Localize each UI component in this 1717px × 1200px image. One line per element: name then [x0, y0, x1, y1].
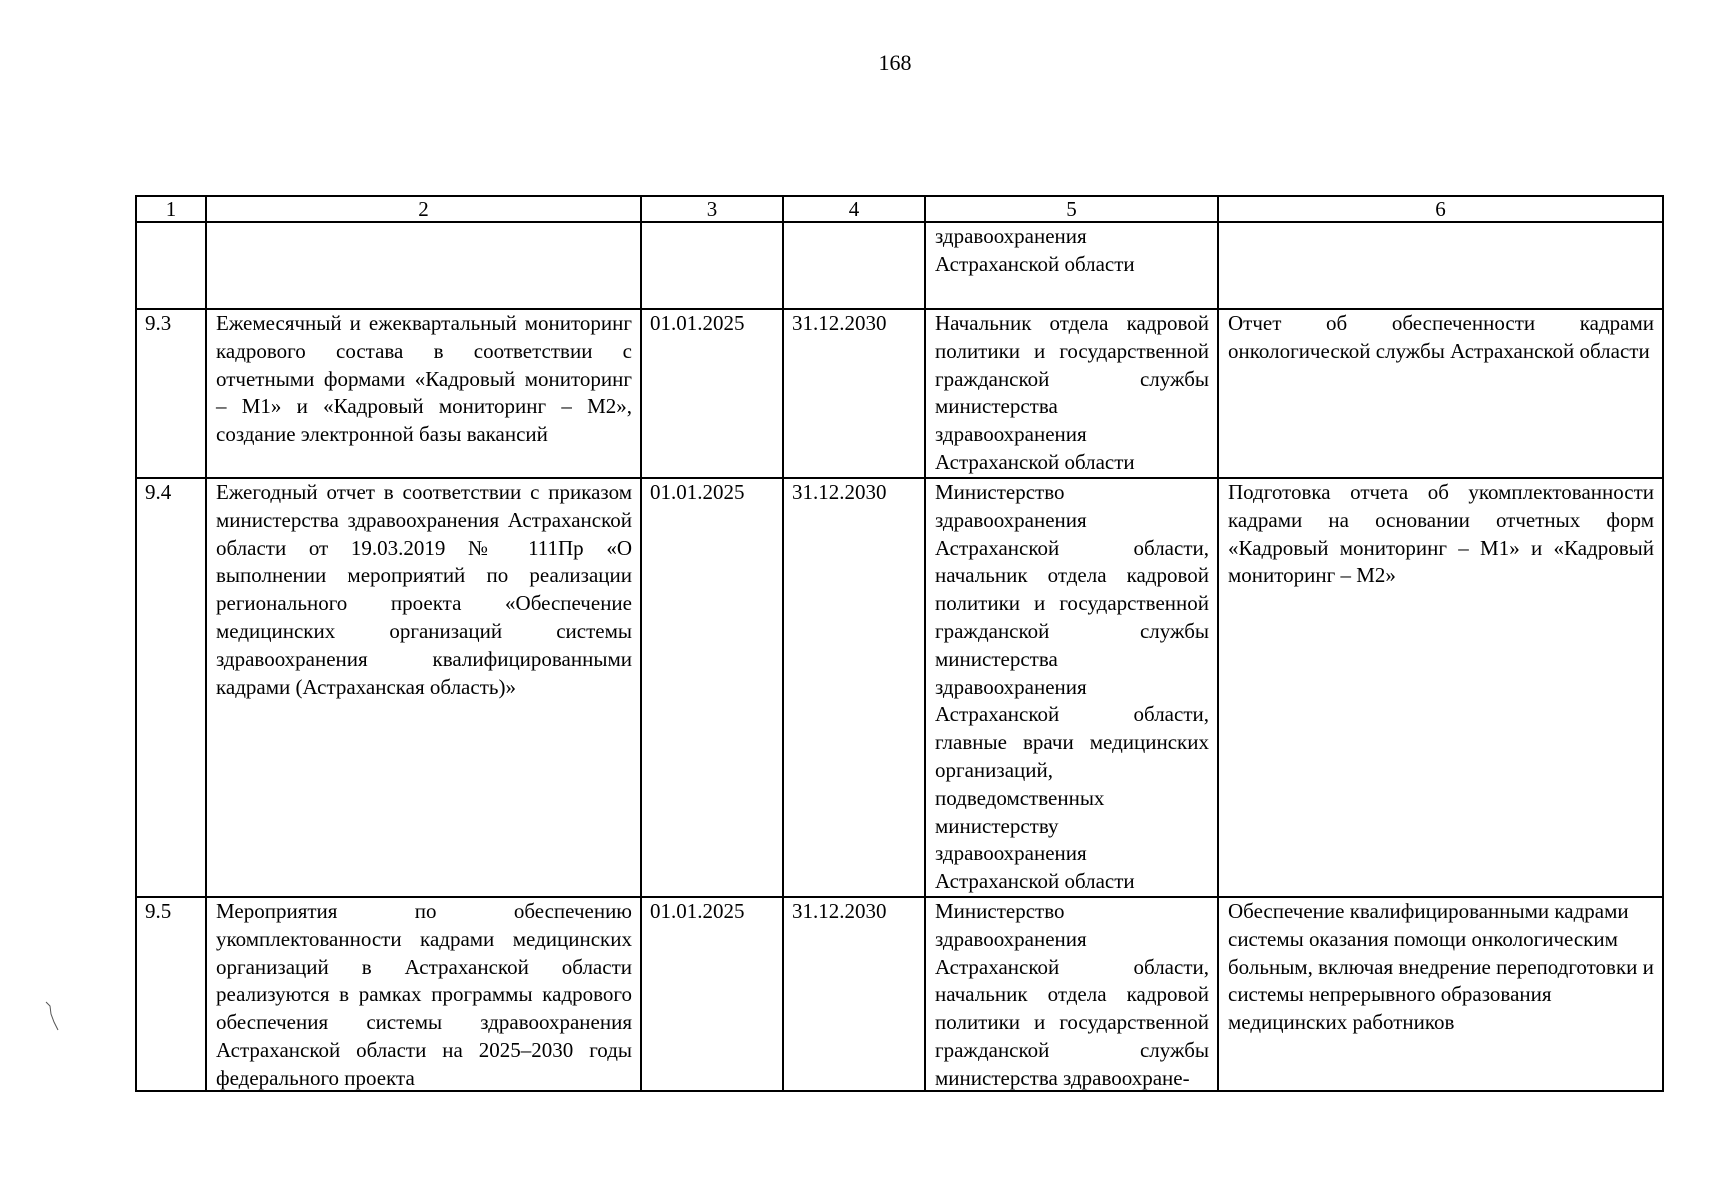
start-date-cell: 01.01.2025 [641, 478, 783, 897]
column-number-row [136, 196, 1663, 222]
end-date-cell: 31.12.2030 [783, 478, 925, 897]
start-date-cell [641, 222, 783, 309]
table-row-continuation [136, 222, 1663, 309]
activity-cell [206, 222, 641, 309]
responsible-cell: Министерство здравоохранения Астраханской области, начальник отдела кадровой политики и государственной гражданской службы министерства здравоохранения Астраханской области, главные врачи медицинских организаций, подведомственных министерству здравоохранения Астраханской области [925, 478, 1218, 897]
responsible-cell: Министерство здравоохранения Астраханской области, начальник отдела кадровой политики и государственной гражданской службы министерства здравоохране- [925, 897, 1218, 1091]
column-number-2: 2 [206, 196, 641, 222]
page-number: 168 [878, 50, 912, 75]
row-number-cell: 9.4 [136, 478, 206, 897]
result-cell: Обеспечение квалифицированными кадрами системы оказания помощи онкологическим больным, включая внедрение переподготовки и системы непрерывного образования медицинских работников [1218, 897, 1663, 1091]
result-cell: Отчет об обеспеченности кадрами онкологической службы Астраханской области [1218, 309, 1663, 478]
column-number-1: 1 [136, 196, 206, 222]
column-number-6: 6 [1218, 196, 1663, 222]
start-date-cell: 01.01.2025 [641, 897, 783, 1091]
end-date-cell [783, 222, 925, 309]
row-number-cell: 9.5 [136, 897, 206, 1091]
end-date-cell: 31.12.2030 [783, 897, 925, 1091]
activity-cell: Мероприятия по обеспечению укомплектованности кадрами медицинских организаций в Астраханской области реализуются в рамках программы кадрового обеспечения системы здравоохранения Астраханской области на 2025–2030 годы федерального проекта [206, 897, 641, 1091]
result-cell [1218, 222, 1663, 309]
column-number-4: 4 [783, 196, 925, 222]
scan-artifact-mark [42, 1000, 72, 1040]
table-row-9-3 [136, 309, 1663, 478]
row-number-cell [136, 222, 206, 309]
result-cell: Подготовка отчета об укомплектованности кадрами на основании отчетных форм «Кадровый мониторинг – М1» и «Кадровый мониторинг – М2» [1218, 478, 1663, 897]
row-number-cell: 9.3 [136, 309, 206, 478]
responsible-cell: Начальник отдела кадровой политики и государственной гражданской службы министерства здравоохранения Астраханской области [925, 309, 1218, 478]
column-number-3: 3 [641, 196, 783, 222]
activity-cell: Ежемесячный и ежеквартальный мониторинг кадрового состава в соответствии с отчетными формами «Кадровый мониторинг – М1» и «Кадровый мониторинг – М2», создание электронной базы вакансий [206, 309, 641, 478]
plan-table [135, 195, 1664, 1092]
column-number-5: 5 [925, 196, 1218, 222]
table-row-9-5 [136, 897, 1663, 1091]
end-date-cell: 31.12.2030 [783, 309, 925, 478]
activity-cell: Ежегодный отчет в соответствии с приказом министерства здравоохранения Астраханской области от 19.03.2019 № 111Пр «О выполнении мероприятий по реализации регионального проекта «Обеспечение медицинских организаций системы здравоохранения квалифицированными кадрами (Астраханская область)» [206, 478, 641, 897]
table-row-9-4 [136, 478, 1663, 897]
responsible-cell: здравоохранения Астраханской области [925, 222, 1218, 309]
start-date-cell: 01.01.2025 [641, 309, 783, 478]
